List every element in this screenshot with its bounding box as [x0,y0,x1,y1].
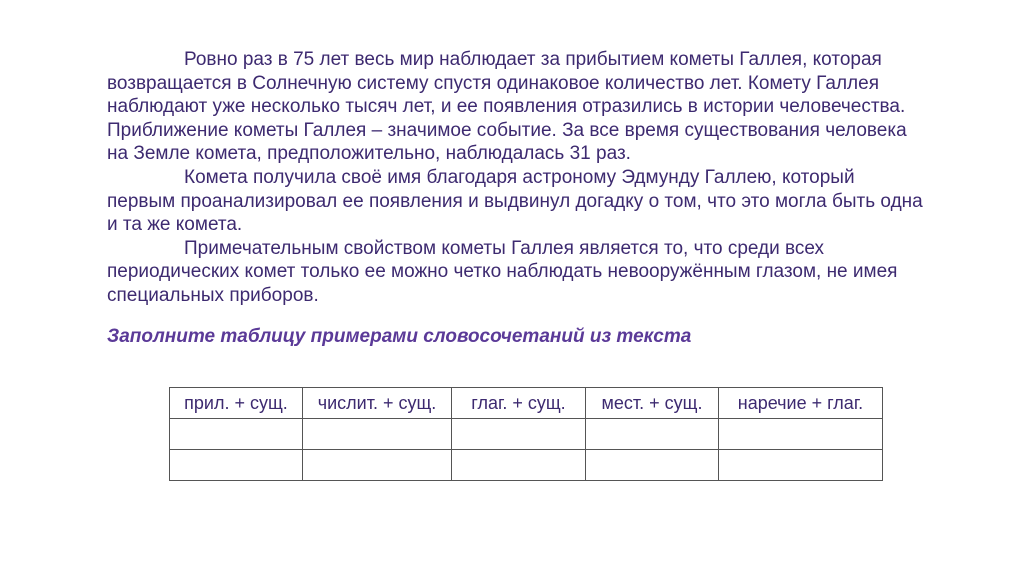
text-block [107,48,927,308]
paragraph-1: Ровно раз в 75 лет весь мир наблюдает за прибытием кометы Галлея, которая возвращается в Солнечную систему спустя одинаковое количество лет. Комету Галлея наблюдают уже несколько тысяч лет, и ее появления отразились в истории человечества. Приближение кометы Галлея – значимое событие. За все время существования человека на Земле комета, предположительно, наблюдалась 31 раз. [107,49,907,165]
table-row [170,419,883,450]
paragraph-2: Комета получила своё имя благодаря астроному Эдмунду Галлею, который первым проанализировал ее появления и выдвинул догадку о том, что это могла быть одна и та же комета. [107,166,923,236]
header-cell-verb-noun: глаг. + сущ. [452,388,586,419]
task-title: Заполните таблицу примерами словосочетаний из текста [107,326,692,347]
header-cell-adv-verb: наречие + глаг. [719,388,883,419]
table-cell[interactable] [452,450,586,481]
table-cell[interactable] [719,419,883,450]
header-cell-num-noun: числит. + сущ. [303,388,452,419]
header-cell-pron-noun: мест. + сущ. [586,388,719,419]
table-cell[interactable] [586,419,719,450]
paragraph-3: Примечательным свойством кометы Галлея является то, что среди всех периодических комет только ее можно четко наблюдать невооружённым глазом, не имея специальных приборов. [107,237,898,306]
table-cell[interactable] [170,419,303,450]
table-header-row [170,388,883,419]
table-cell[interactable] [170,450,303,481]
table-cell[interactable] [303,419,452,450]
table-row [170,450,883,481]
fill-table [169,387,883,481]
header-cell-adj-noun: прил. + сущ. [170,388,303,419]
table-cell[interactable] [303,450,452,481]
table-cell[interactable] [719,450,883,481]
table-cell[interactable] [586,450,719,481]
table-cell[interactable] [452,419,586,450]
